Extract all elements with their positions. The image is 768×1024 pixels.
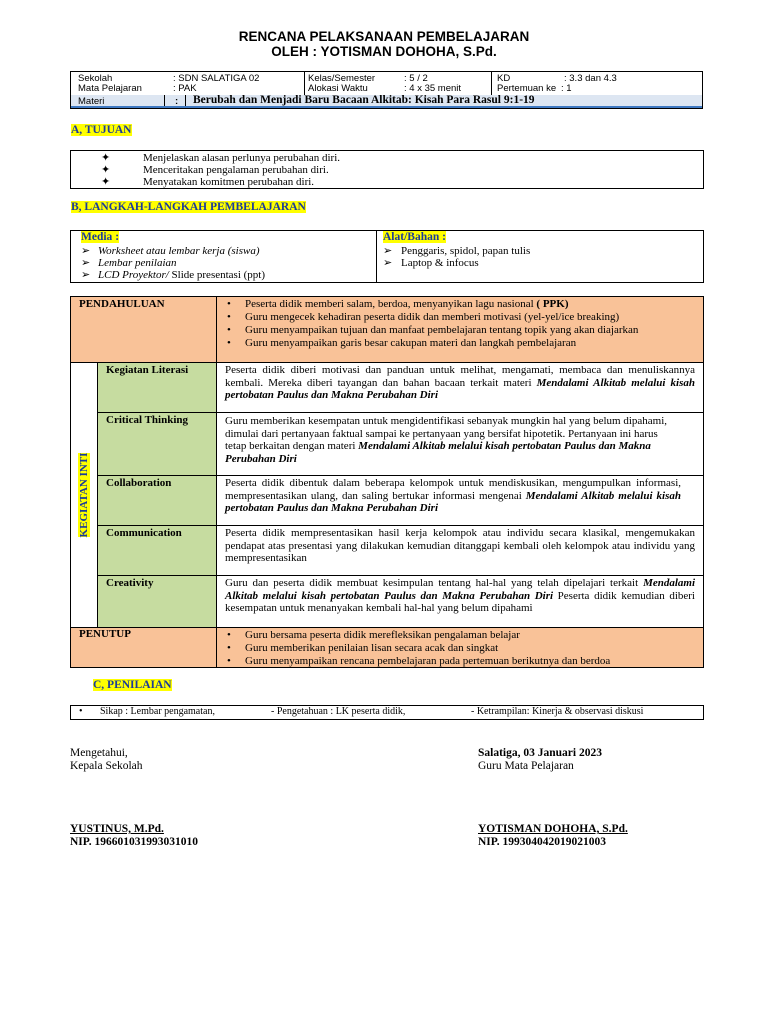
media-alat-box [70, 230, 704, 283]
collab-label-cell [97, 475, 217, 526]
heading-langkah: B, LANGKAH-LANGKAH PEMBELAJARAN [71, 201, 306, 213]
penutup-item: Guru menyampaikan rencana pembelajaran pada pertemuan berikutnya dan berdoa [245, 655, 611, 667]
four-point-star-icon: ✦ [101, 164, 111, 176]
comm-text: Peserta didik mempresentasikan hasil kerja kelompok atau individu secara klasikal, mengemukakan pendapat atas presentasi yang dilakukan kemudian ditanggapi kembali oleh kelompok atau individu yang mempresentasikan [225, 527, 695, 565]
critical-content-cell [216, 412, 704, 476]
signature-right-line2: Guru Mata Pelajaran [478, 760, 574, 772]
kepala-sekolah-name: YUSTINUS, M.Pd. [70, 823, 164, 835]
collab-content-cell [216, 475, 704, 526]
penilaian-pengetahuan: - Pengetahuan : LK peserta didik, [271, 706, 406, 717]
kegiatan-inti-cell [70, 362, 98, 628]
alokasi-value: : 4 x 35 menit [404, 83, 462, 94]
penutup-item: Guru bersama peserta didik merefleksikan pengalaman belajar [245, 629, 520, 641]
materi-colon: : [175, 96, 179, 107]
pendahuluan-content: • Peserta didik memberi salam, berdoa, menyanyikan lagu nasional ( PPK) • Guru mengecek kehadiran peserta didik dan memberi motivasi (yel-yel/ice breaking) • Guru menyampaikan tujuan dan manfaat pembelajaran tentang topik yang akan diajarkan • Guru menyampaikan garis besar cakupan materi dan langkah pembelajaran [216, 296, 704, 363]
literasi-content-cell [216, 362, 704, 413]
critical-label-cell [97, 412, 217, 476]
collab-text: Peserta didik dibentuk dalam beberapa kelompok untuk mendiskusikan, mengumpulkan informasi, mempresentasikan ulang, dan saling bertukar informasi mengenai Mendalami Alkitab melalui kisah pertobatan Paulus dan Makna Perubahan Diri [225, 477, 681, 515]
materi-value: Berubah dan Menjadi Baru Bacaan Alkitab: Kisah Para Rasul 9:1-19 [193, 94, 535, 106]
literasi-text: Peserta didik diberi motivasi dan panduan untuk melihat, mengamati, membaca dan menuliskannya kembali. Mereka diberi tayangan dan bahan bacaan terkait materi Mendalami Alkitab melalui kisah pertobatan Paulus dan Makna Perubahan Diri [225, 364, 695, 402]
kelas-value: : 5 / 2 [404, 73, 428, 84]
mapel-value: : PAK [173, 83, 197, 94]
comm-label-cell [97, 525, 217, 576]
sekolah-label: Sekolah [78, 73, 113, 84]
pendahuluan-item: Guru menyampaikan garis besar cakupan materi dan langkah pembelajaran [245, 337, 577, 349]
alat-label: Alat/Bahan : [383, 231, 446, 243]
info-box [70, 71, 703, 109]
kelas-label: Kelas/Semester [308, 73, 376, 84]
tujuan-item: Menyatakan komitmen perubahan diri. [143, 176, 315, 188]
materi-row [71, 95, 702, 108]
media-item: Lembar penilaian [98, 257, 177, 269]
arrow-bullet-icon: ➢ [81, 257, 91, 269]
alokasi-label: Alokasi Waktu [308, 83, 368, 94]
literasi-label-cell [97, 362, 217, 413]
signature-left-line1: Mengetahui, [70, 747, 128, 759]
four-point-star-icon: ✦ [101, 176, 111, 188]
tujuan-item: Menceritakan pengalaman perubahan diri. [143, 164, 329, 176]
kegiatan-inti-label: KEGIATAN INTI [78, 452, 90, 538]
media-item: LCD Proyektor/ Slide presentasi (ppt) [98, 269, 266, 281]
sekolah-value: : SDN SALATIGA 02 [173, 73, 260, 84]
creat-content-cell [216, 575, 704, 628]
arrow-bullet-icon: ➢ [81, 245, 91, 257]
penutup-item: Guru memberikan penilaian lisan secara acak dan singkat [245, 642, 499, 654]
penutup-label-cell [70, 627, 217, 668]
media-item: Worksheet atau lembar kerja (siswa) [98, 245, 260, 257]
critical-label: Critical Thinking [106, 414, 189, 426]
alat-item: Penggaris, spidol, papan tulis [401, 245, 531, 257]
four-point-star-icon: ✦ [101, 152, 111, 164]
pendahuluan-item: Guru mengecek kehadiran peserta didik dan memberi motivasi (yel-yel/ice breaking) [245, 311, 620, 323]
signature-right-line1: Salatiga, 03 Januari 2023 [478, 747, 602, 759]
comm-content-cell [216, 525, 704, 576]
pendahuluan-label: PENDAHULUAN [79, 298, 165, 310]
guru-name: YOTISMAN DOHOHA, S.Pd. [478, 823, 628, 835]
heading-penilaian: C, PENILAIAN [93, 679, 172, 691]
guru-nip: NIP. 199304042019021003 [478, 836, 606, 848]
literasi-label: Kegiatan Literasi [106, 364, 189, 376]
penutup-content: • Guru bersama peserta didik merefleksikan pengalaman belajar • Guru memberikan penilaian lisan secara acak dan singkat • Guru menyampaikan rencana pembelajaran pada pertemuan berikutnya dan berdoa [216, 627, 704, 668]
pendahuluan-label-cell [70, 296, 217, 363]
penilaian-ketrampilan: - Ketrampilan: Kinerja & observasi diskusi [471, 706, 644, 717]
kd-value: : 3.3 dan 4.3 [564, 73, 617, 84]
arrow-bullet-icon: ➢ [383, 257, 393, 269]
arrow-bullet-icon: ➢ [81, 269, 91, 281]
critical-text: Guru memberikan kesempatan untuk mengidentifikasi sebanyak mungkin hal yang belum dipahami, dimulai dari pertanyaan faktual sampai ke pertanyaan yang bersifat hipotetik. Pertanyaan ini harus tetap berkaitan dengan materi Mendalami Alkitab melalui kisah pertobatan Paulus dan Makna Perubahan Diri [225, 415, 668, 465]
tujuan-item: Menjelaskan alasan perlunya perubahan diri. [143, 152, 341, 164]
signature-left-line2: Kepala Sekolah [70, 760, 143, 772]
media-label: Media : [81, 231, 120, 243]
materi-label: Materi [78, 96, 105, 107]
pertemuan-label: Pertemuan ke [497, 83, 557, 94]
creat-text: Guru dan peserta didik membuat kesimpulan tentang hal-hal yang telah dipelajari terkait Mendalami Alkitab melalui kisah pertobatan Paulus dan Makna Perubahan Diri Peserta didik kemudian diberi kesempatan untuk menanyakan kembali hal-hal yang belum dipahami [225, 577, 696, 615]
comm-label: Communication [106, 527, 182, 539]
mapel-label: Mata Pelajaran [78, 83, 142, 94]
arrow-bullet-icon: ➢ [383, 245, 393, 257]
pendahuluan-item: Peserta didik memberi salam, berdoa, menyanyikan lagu nasional ( PPK) [245, 298, 569, 310]
pendahuluan-item: Guru menyampaikan tujuan dan manfaat pembelajaran tentang topik yang akan diajarkan [245, 324, 639, 336]
tujuan-box [70, 150, 704, 189]
penilaian-sikap: Sikap : Lembar pengamatan, [100, 706, 215, 717]
alat-item: Laptop & infocus [401, 257, 479, 269]
kd-label: KD [497, 73, 511, 84]
creat-label-cell [97, 575, 217, 628]
heading-tujuan: A, TUJUAN [71, 124, 132, 136]
pertemuan-value: : 1 [561, 83, 572, 94]
document-author: OLEH : YOTISMAN DOHOHA, S.Pd. [271, 44, 497, 59]
penilaian-box: • Sikap : Lembar pengamatan, - Pengetahuan : LK peserta didik, - Ketrampilan: Kinerja & observasi diskusi [70, 705, 704, 720]
collab-label: Collaboration [106, 477, 172, 489]
kepala-sekolah-nip: NIP. 196601031993031010 [70, 836, 198, 848]
penutup-label: PENUTUP [79, 628, 131, 640]
document-title: RENCANA PELAKSANAAN PEMBELAJARAN [238, 29, 530, 44]
creat-label: Creativity [106, 577, 154, 589]
